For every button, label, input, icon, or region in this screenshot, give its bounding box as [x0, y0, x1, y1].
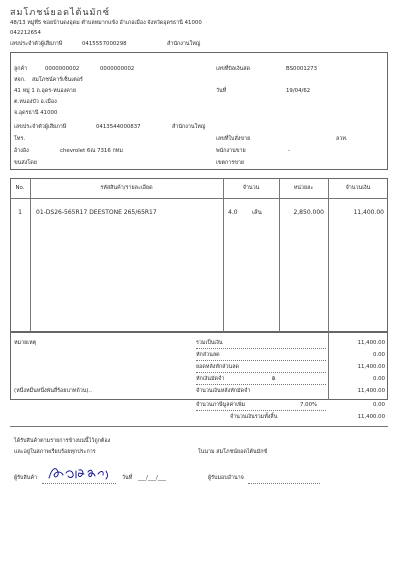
- summary-rule: [196, 372, 326, 373]
- customer-address-3: จ.อุดรธานี 41000: [14, 110, 58, 116]
- doc-salesman-label: พนักงานขาย: [216, 148, 246, 154]
- doc-date: 19/04/62: [286, 88, 311, 94]
- items-table: [10, 178, 388, 332]
- receiver-signature: [46, 462, 116, 484]
- summary-bottom-rule: [10, 426, 388, 427]
- authorizer-label: ผู้รับมอบอำนาจ: [208, 475, 244, 481]
- company-name: สมโภชน์ยอดไต้นมักซ์: [10, 8, 110, 18]
- summary-label-grand-total: จำนวนเงินรวมทั้งสิ้น: [230, 414, 278, 420]
- doc-no-label: เลขที่บิลเงินสด: [216, 66, 251, 72]
- row-unit: เส้น: [252, 209, 262, 216]
- summary-rule: [196, 360, 326, 361]
- summary-label-vat: จำนวนภาษีมูลค่าเพิ่ม: [196, 402, 246, 408]
- row-amount: 11,400.00: [353, 209, 384, 216]
- receiver-date-value: ___/___/___: [138, 475, 166, 481]
- col-divider: [223, 178, 224, 332]
- customer-ref-label: อ้างอิง: [14, 148, 29, 154]
- summary-label-after-deposit: จำนวนเงินหลังหักมัดจำ: [196, 388, 251, 394]
- company-tax-id: 0415557000298: [82, 41, 127, 47]
- company-phone: 042212654: [10, 30, 41, 36]
- doc-date-label: วันที่: [216, 88, 227, 94]
- col-header-price: หน่วยละ: [293, 185, 314, 191]
- row-desc: 01-DS26-565R17 DEESTONE 265/65R17: [36, 209, 157, 216]
- summary-value-subtotal: 11,400.00: [357, 340, 385, 346]
- summary-value-vat: 0.00: [372, 402, 385, 408]
- col-divider: [328, 178, 329, 332]
- summary-label-discount: หักส่วนลด: [196, 352, 220, 358]
- summary-value-grand-total: 11,400.00: [357, 414, 385, 420]
- doc-po-label: เลขที่ใบสั่งขาย: [216, 136, 251, 142]
- col-header-qty: จำนวน: [242, 185, 260, 191]
- customer-code-2: 0000000002: [100, 66, 135, 72]
- col-divider: [30, 178, 31, 332]
- receiver-date-label: วันที่: [122, 475, 133, 481]
- receiver-label: ผู้รับสินค้า: [14, 475, 38, 481]
- customer-tax-label: เลขประจำตัวผู้เสียภาษี: [14, 124, 67, 130]
- customer-name-prefix: หจก.: [14, 77, 26, 83]
- summary-label-after-discount: ยอดหลังหักส่วนลด: [196, 364, 240, 370]
- doc-po-suffix: ลวท.: [336, 136, 348, 142]
- summary-vat-rate: 7.00%: [300, 402, 318, 408]
- doc-salesman-value: -: [288, 148, 290, 154]
- summary-label-subtotal: รวมเป็นเงิน: [196, 340, 223, 346]
- footer-note-2: และอยู่ในสภาพเรียบร้อยทุกประการ: [14, 449, 96, 455]
- customer-branch: สำนักงานใหญ่: [172, 124, 206, 130]
- summary-value-discount: 0.00: [372, 352, 385, 358]
- authorizer-signature-line: [248, 483, 320, 484]
- footer-on-behalf: ในนาม สมโภชน์ยอดไต้นมักซ์: [198, 449, 268, 455]
- customer-code: 0000000002: [45, 66, 80, 72]
- col-header-no: No.: [15, 185, 25, 191]
- amount-in-words: (หนึ่งหมื่นหนึ่งพันสี่ร้อยบาทถ้วน)..: [14, 388, 92, 394]
- summary-value-deposit: 0.00: [372, 376, 385, 382]
- customer-phone-label: โทร.: [14, 136, 26, 142]
- summary-rule: [196, 384, 326, 385]
- summary-rule: [196, 348, 326, 349]
- customer-tax-id: 0413544000837: [96, 124, 141, 130]
- doc-terms-label: เขตการขาย: [216, 160, 245, 166]
- table-header-divider: [10, 198, 388, 199]
- row-no: 1: [18, 209, 22, 216]
- col-header-amount: จำนวนเงิน: [345, 185, 371, 191]
- summary-value-after-discount: 11,400.00: [357, 364, 385, 370]
- row-price: 2,850.000: [293, 209, 324, 216]
- footer-note-1: ได้รับสินค้าตามรายการข้างบนนี้ไว้ถูกต้อง: [14, 438, 111, 444]
- doc-no: BS0001273: [286, 66, 318, 72]
- customer-ref-value: chevrolet 6ณ 7316 กทม: [60, 148, 123, 154]
- col-divider: [279, 178, 280, 332]
- summary-rule: [196, 410, 326, 411]
- remark-label: หมายเหตุ: [14, 340, 37, 346]
- col-header-desc: รหัสสินค้า/รายละเอียด: [100, 185, 153, 191]
- summary-value-after-deposit: 11,400.00: [357, 388, 385, 394]
- company-branch: สำนักงานใหญ่: [167, 41, 201, 47]
- company-address: 48/13 หมู่ที่5 ซอยบ้านดงอุดม ตำบลหมากแข้ง อำเภอเมือง จังหวัดอุดรธานี 41000: [10, 20, 202, 26]
- customer-ship-label: ขนส่งโดย: [14, 160, 37, 166]
- row-qty: 4.0: [228, 209, 238, 216]
- summary-divider: [328, 332, 329, 400]
- customer-address-2: ต.หนองบัว อ.เมือง: [14, 99, 57, 105]
- summary-label-deposit: หักเงินมัดจำ: [196, 376, 225, 382]
- customer-address-1: 41 หมู่ 1 ถ.อุดร-หนองคาย: [14, 88, 76, 94]
- summary-deposit-mark: ฿: [272, 376, 276, 382]
- customer-name: สมโภชน์คาร์เซ็นเตอร์: [32, 77, 83, 83]
- company-tax-label: เลขประจำตัวผู้เสียภาษี: [10, 41, 63, 47]
- customer-code-label: ลูกค้า: [14, 66, 28, 72]
